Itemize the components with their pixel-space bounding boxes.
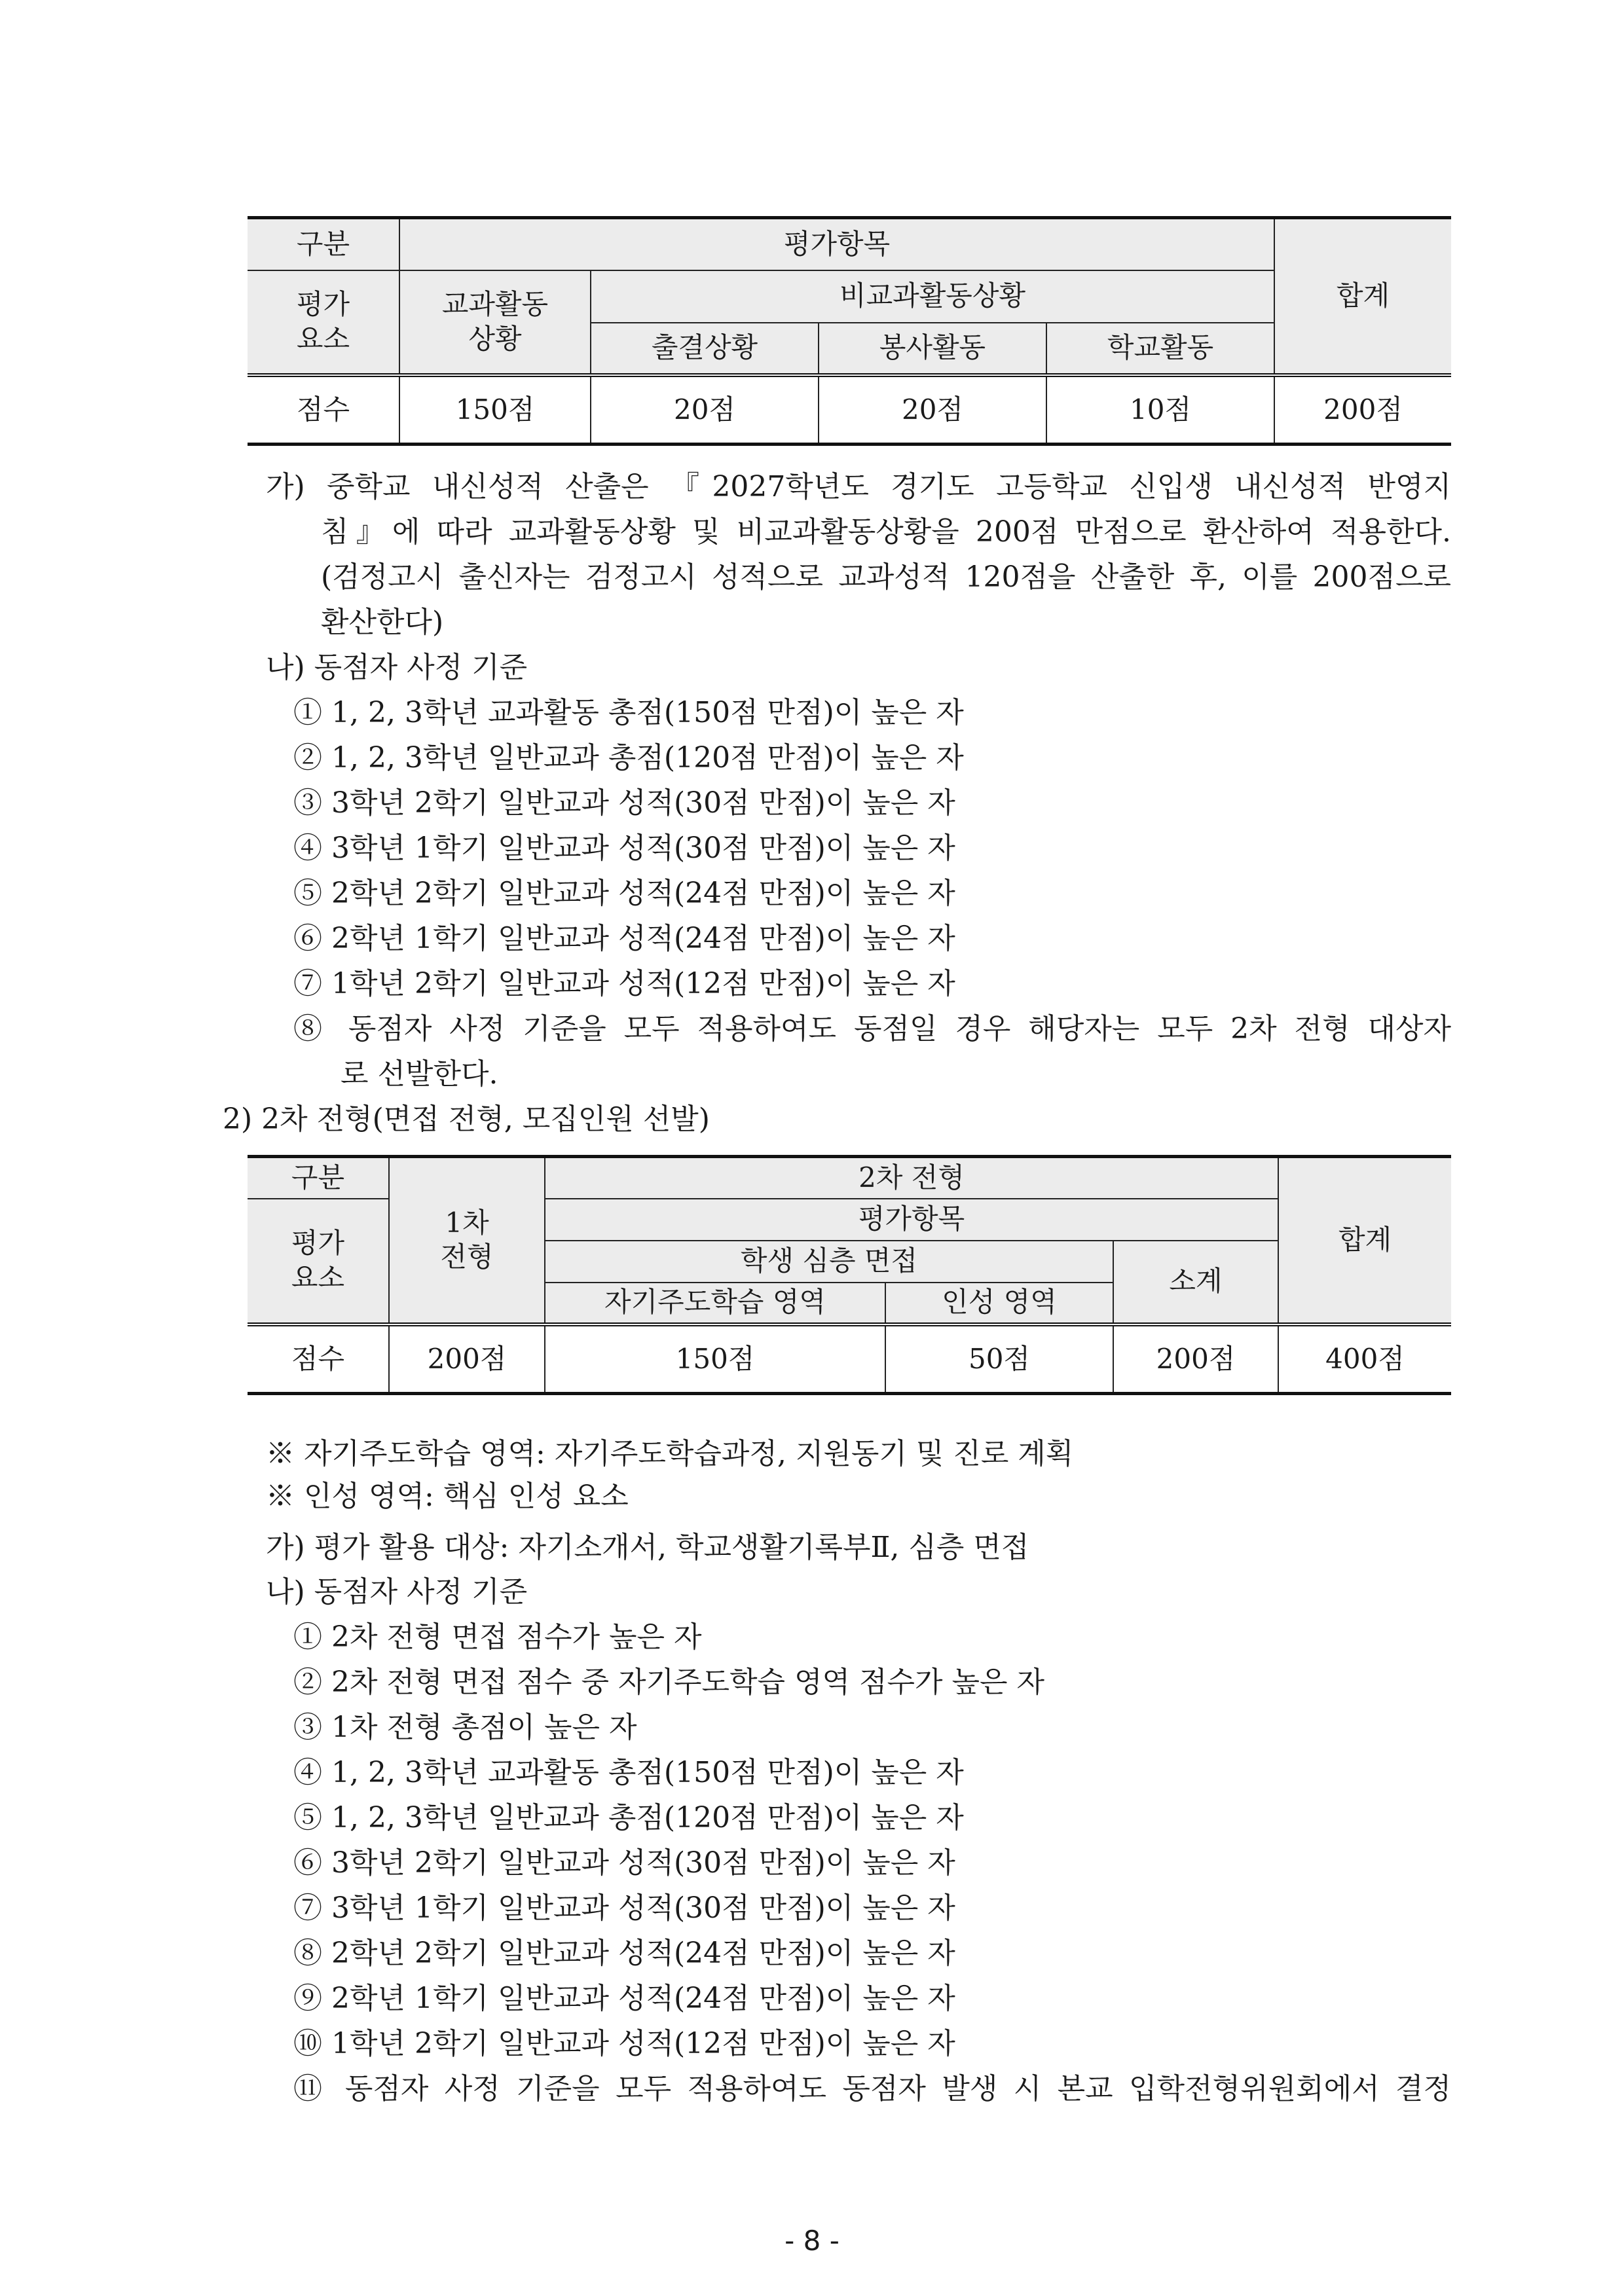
evaluation-materials: 가) 평가 활용 대상: 자기소개서, 학교생활기록부Ⅱ, 심층 면접	[266, 1531, 1029, 1564]
table1-score-attendance: 20점	[591, 375, 819, 445]
note-self-directed: ※ 자기주도학습 영역: 자기주도학습과정, 지원동기 및 진로 계획	[266, 1437, 1074, 1470]
tiebreak-title: 나) 동점자 사정 기준	[266, 1575, 528, 1609]
table2-header-element: 평가 요소	[248, 1199, 389, 1324]
paragraph-ga-line: 가) 중학교 내신성적 산출은 『2027학년도 경기도 고등학교 신입생 내신성적 반영지	[266, 470, 1451, 503]
table1-header-extracurricular: 비교과활동상황	[591, 270, 1274, 323]
score-table-second-stage	[248, 1155, 1451, 1395]
table2-header-subtotal: 소계	[1113, 1241, 1278, 1324]
list-item: ⑥ 3학년 2학기 일반교과 성적(30점 만점)이 높은 자	[293, 1846, 955, 1880]
table1-header-attendance: 출결상황	[591, 323, 819, 375]
list-item: ⑤ 2학년 2학기 일반교과 성적(24점 만점)이 높은 자	[293, 877, 955, 910]
table1-header-element: 평가 요소	[248, 270, 399, 375]
table1-score-school-activity: 10점	[1046, 375, 1274, 445]
table2-score-subtotal: 200점	[1113, 1324, 1278, 1394]
list-item: ⑪ 동점자 사정 기준을 모두 적용하여도 동점자 발생 시 본교 입학전형위원회에서 결정	[293, 2072, 1451, 2105]
paragraph-ga-line: 침』에 따라 교과활동상황 및 비교과활동상황을 200점 만점으로 환산하여 적용한다.	[321, 515, 1451, 549]
table1-header-school-activity: 학교활동	[1046, 323, 1274, 375]
table2-header-total: 합계	[1278, 1157, 1451, 1324]
list-item: ① 2차 전형 면접 점수가 높은 자	[293, 1620, 702, 1654]
list-item: ⑧ 2학년 2학기 일반교과 성적(24점 만점)이 높은 자	[293, 1937, 955, 1970]
table2-score-total: 400점	[1278, 1324, 1451, 1394]
list-item: ② 1, 2, 3학년 일반교과 총점(120점 만점)이 높은 자	[293, 741, 964, 774]
note-character: ※ 인성 영역: 핵심 인성 요소	[266, 1480, 629, 1513]
page-number: - 8 -	[784, 2225, 840, 2257]
list-item: ① 1, 2, 3학년 교과활동 총점(150점 만점)이 높은 자	[293, 696, 964, 729]
list-item: ⑦ 3학년 1학기 일반교과 성적(30점 만점)이 높은 자	[293, 1891, 955, 1925]
list-item: ⑨ 2학년 1학기 일반교과 성적(24점 만점)이 높은 자	[293, 1982, 955, 2015]
table1-header-volunteer: 봉사활동	[819, 323, 1046, 375]
table1-header-gubun: 구분	[248, 218, 399, 270]
list-item-continuation: 로 선발한다.	[341, 1057, 498, 1091]
table2-header-first-stage: 1차 전형	[389, 1157, 545, 1324]
table2-score-character: 50점	[885, 1324, 1113, 1394]
list-item: ② 2차 전형 면접 점수 중 자기주도학습 영역 점수가 높은 자	[293, 1666, 1044, 1699]
list-item: ③ 3학년 2학기 일반교과 성적(30점 만점)이 높은 자	[293, 786, 955, 820]
score-table-first-stage	[248, 216, 1451, 446]
list-item: ⑤ 1, 2, 3학년 일반교과 총점(120점 만점)이 높은 자	[293, 1801, 964, 1834]
table2-header-character: 인성 영역	[885, 1283, 1113, 1324]
paragraph-ga-line: 환산한다)	[321, 606, 444, 639]
table2-row-label: 점수	[248, 1324, 389, 1394]
table2-header-interview: 학생 심층 면접	[545, 1241, 1113, 1283]
table1-score-volunteer: 20점	[819, 375, 1046, 445]
tiebreak-title: 나) 동점자 사정 기준	[266, 651, 528, 684]
table1-score-curricular: 150점	[399, 375, 591, 445]
paragraph-ga-line: (검정고시 출신자는 검정고시 성적으로 교과성적 120점을 산출한 후, 이를 200점으로	[321, 560, 1451, 594]
table1-header-total: 합계	[1274, 218, 1451, 375]
table2-header-self-directed: 자기주도학습 영역	[545, 1283, 885, 1324]
table1-header-items: 평가항목	[399, 218, 1274, 270]
section-title: 2) 2차 전형(면접 전형, 모집인원 선발)	[223, 1102, 710, 1136]
list-item: ⑧ 동점자 사정 기준을 모두 적용하여도 동점일 경우 해당자는 모두 2차 전형 대상자	[293, 1012, 1451, 1046]
table1-header-curricular: 교과활동 상황	[399, 270, 591, 375]
table1-row-label: 점수	[248, 375, 399, 445]
table1-score-total: 200점	[1274, 375, 1451, 445]
list-item: ⑦ 1학년 2학기 일반교과 성적(12점 만점)이 높은 자	[293, 967, 955, 1000]
table2-header-gubun: 구분	[248, 1157, 389, 1199]
table2-header-second-stage: 2차 전형	[545, 1157, 1278, 1199]
table2-score-first-stage: 200점	[389, 1324, 545, 1394]
list-item: ⑥ 2학년 1학기 일반교과 성적(24점 만점)이 높은 자	[293, 922, 955, 955]
table2-score-self-directed: 150점	[545, 1324, 885, 1394]
list-item: ⑩ 1학년 2학기 일반교과 성적(12점 만점)이 높은 자	[293, 2027, 955, 2060]
list-item: ③ 1차 전형 총점이 높은 자	[293, 1711, 637, 1744]
table2-header-items: 평가항목	[545, 1199, 1278, 1241]
list-item: ④ 3학년 1학기 일반교과 성적(30점 만점)이 높은 자	[293, 831, 955, 865]
list-item: ④ 1, 2, 3학년 교과활동 총점(150점 만점)이 높은 자	[293, 1756, 964, 1789]
